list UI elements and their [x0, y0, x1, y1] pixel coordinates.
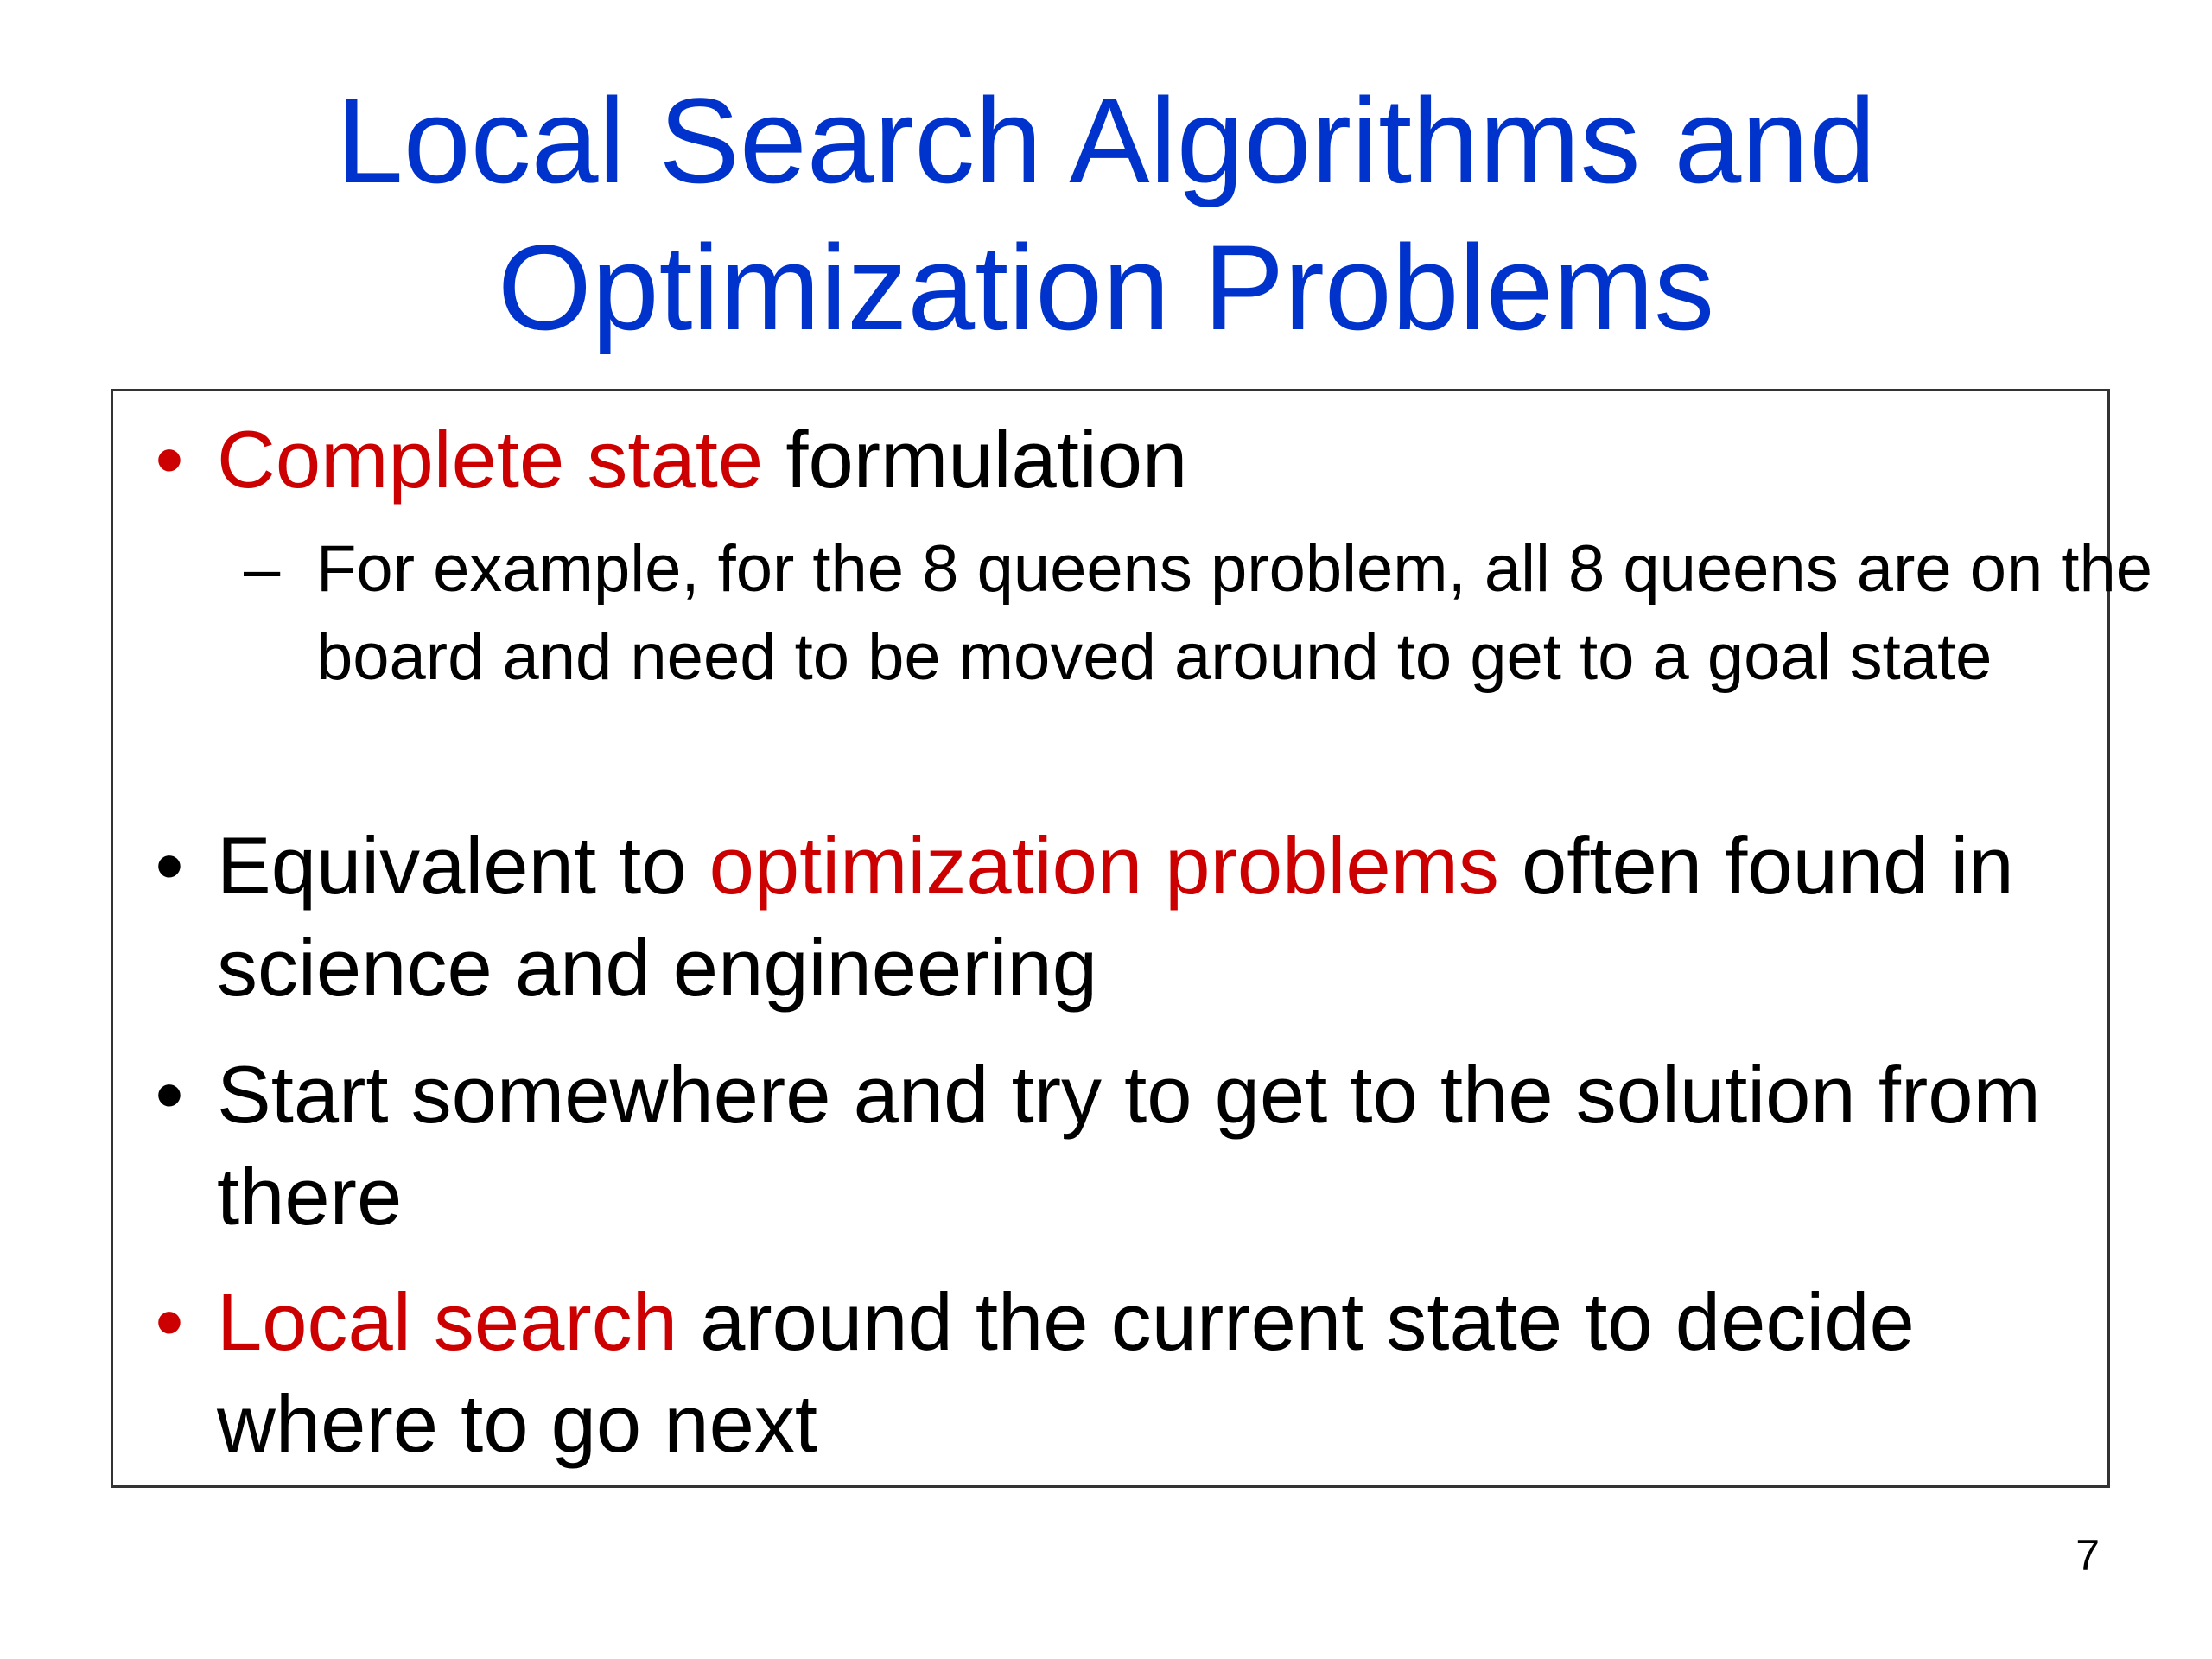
bullet-start-somewhere: [155, 1044, 2118, 1248]
bullet-text-post: often found in science and engineering: [217, 820, 2014, 1013]
sub-bullet-text: For example, for the 8 queens problem, all 8 queens are on the board and need to be moved around to get to a goal state: [316, 532, 2153, 694]
bullet-text-pre: Equivalent to: [217, 820, 709, 911]
page-number: 7: [2075, 1531, 2100, 1580]
bullet-text: formulation: [763, 414, 1188, 505]
bullet-complete-state: [155, 409, 2118, 511]
bullet-marker: •: [155, 414, 184, 505]
bullet-marker: •: [155, 820, 184, 911]
sub-bullet-marker: –: [244, 532, 281, 606]
bullet-highlight: Complete state: [217, 414, 764, 505]
bullet-highlight: optimization problems: [709, 820, 1499, 911]
bullet-marker: •: [155, 1276, 184, 1367]
bullet-marker: •: [155, 1049, 184, 1140]
bullet-highlight: Local search: [217, 1276, 677, 1367]
bullet-optimization-problems: [155, 815, 2118, 1019]
bullet-local-search: [155, 1271, 2118, 1475]
title-line-1: Local Search Algorithms and: [335, 73, 1877, 208]
bullet-text: around the current state to decide where to go next: [217, 1276, 1915, 1469]
sub-bullet-8-queens: [244, 525, 2174, 702]
slide-title: [0, 67, 2212, 361]
content-box: [111, 389, 2153, 1488]
title-line-2: Optimization Problems: [497, 219, 1715, 355]
bullet-text: Start somewhere and try to get to the solution from there: [217, 1049, 2041, 1242]
